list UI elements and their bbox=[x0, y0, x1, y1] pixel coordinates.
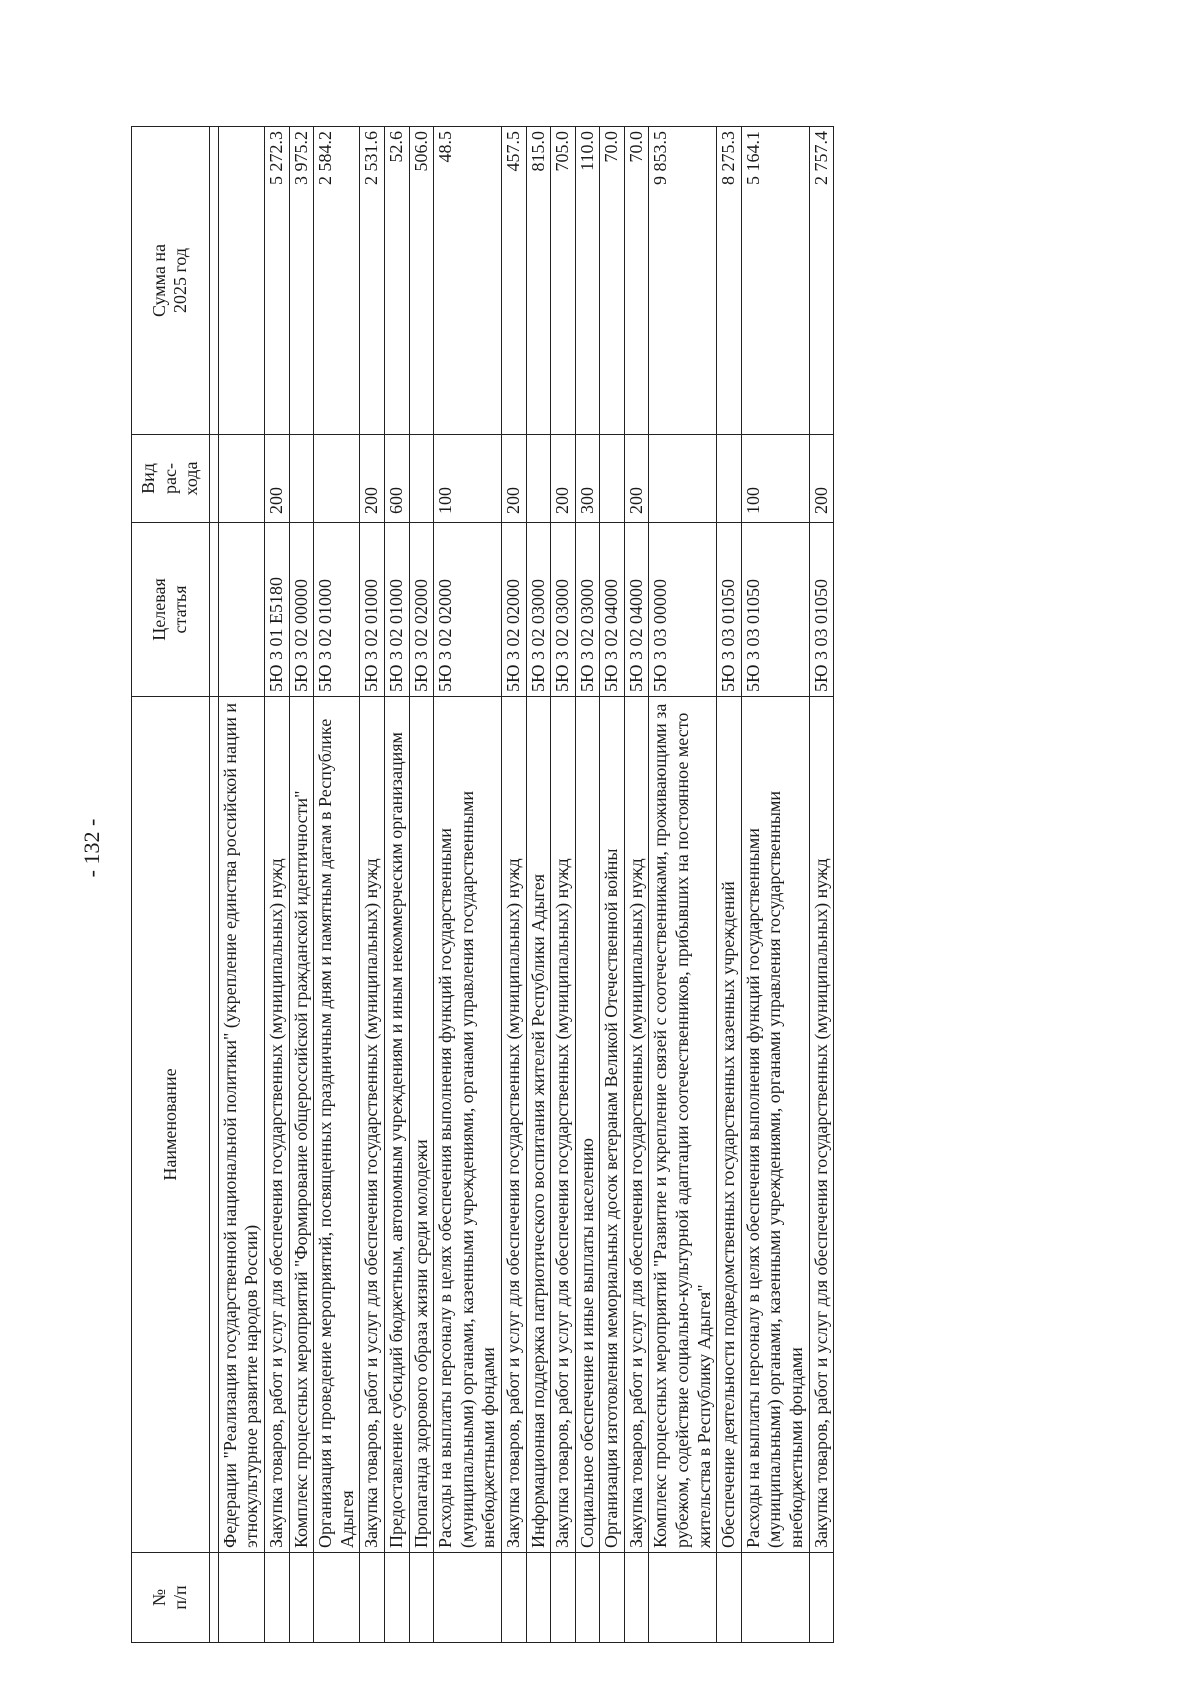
spacer-cell bbox=[209, 523, 218, 697]
cell-sum: 48.5 bbox=[434, 127, 502, 435]
cell-name: Комплекс процессных мероприятий "Формирование общероссийской гражданской идентичности" bbox=[289, 697, 314, 1553]
cell-name: Закупка товаров, работ и услуг для обеспечения государственных (муниципальных) нужд bbox=[809, 697, 834, 1553]
header-name: Наименование bbox=[132, 697, 210, 1553]
table-row bbox=[264, 127, 289, 1643]
cell-vid bbox=[314, 435, 360, 523]
table-row bbox=[600, 127, 625, 1643]
cell-sum: 506.0 bbox=[409, 127, 434, 435]
cell-sum: 2 584.2 bbox=[314, 127, 360, 435]
spacer-row bbox=[209, 127, 218, 1643]
cell-sum: 815.0 bbox=[526, 127, 551, 435]
cell-num bbox=[264, 1553, 289, 1643]
cell-name: Закупка товаров, работ и услуг для обеспечения государственных (муниципальных) нужд bbox=[624, 697, 649, 1553]
cell-vid bbox=[409, 435, 434, 523]
table-row bbox=[218, 127, 264, 1643]
table-row bbox=[551, 127, 576, 1643]
spacer-cell bbox=[209, 435, 218, 523]
cell-code: 5Ю 3 02 03000 bbox=[551, 523, 576, 697]
cell-code: 5Ю 3 01 Е5180 bbox=[264, 523, 289, 697]
cell-sum: 8 275.3 bbox=[717, 127, 742, 435]
cell-sum: 70.0 bbox=[624, 127, 649, 435]
cell-vid: 300 bbox=[575, 435, 600, 523]
cell-num bbox=[809, 1553, 834, 1643]
cell-vid: 200 bbox=[264, 435, 289, 523]
spacer-cell bbox=[209, 127, 218, 435]
cell-sum: 2 757.4 bbox=[809, 127, 834, 435]
table-row bbox=[409, 127, 434, 1643]
cell-num bbox=[624, 1553, 649, 1643]
table-row bbox=[717, 127, 742, 1643]
table-row bbox=[314, 127, 360, 1643]
cell-vid bbox=[218, 435, 264, 523]
cell-vid bbox=[289, 435, 314, 523]
cell-sum: 705.0 bbox=[551, 127, 576, 435]
cell-name: Пропаганда здорового образа жизни среди молодежи bbox=[409, 697, 434, 1553]
table-row bbox=[289, 127, 314, 1643]
table-body bbox=[218, 127, 833, 1643]
cell-code: 5Ю 3 02 04000 bbox=[624, 523, 649, 697]
cell-sum: 3 975.2 bbox=[289, 127, 314, 435]
table-row bbox=[741, 127, 809, 1643]
budget-table-container bbox=[131, 127, 1058, 1643]
cell-sum: 2 531.6 bbox=[360, 127, 385, 435]
header-vid: Вид рас- хода bbox=[132, 435, 210, 523]
cell-num bbox=[409, 1553, 434, 1643]
cell-num bbox=[360, 1553, 385, 1643]
cell-vid: 200 bbox=[360, 435, 385, 523]
cell-name: Закупка товаров, работ и услуг для обеспечения государственных (муниципальных) нужд bbox=[264, 697, 289, 1553]
table-row bbox=[501, 127, 526, 1643]
table-row bbox=[434, 127, 502, 1643]
cell-name: Предоставление субсидий бюджетным, автономным учреждениям и иным некоммерческим организациям bbox=[384, 697, 409, 1553]
header-code: Целевая статья bbox=[132, 523, 210, 697]
table-row bbox=[624, 127, 649, 1643]
cell-sum: 457.5 bbox=[501, 127, 526, 435]
cell-name: Закупка товаров, работ и услуг для обеспечения государственных (муниципальных) нужд bbox=[360, 697, 385, 1553]
cell-num bbox=[314, 1553, 360, 1643]
cell-code: 5Ю 3 02 04000 bbox=[600, 523, 625, 697]
cell-vid: 200 bbox=[809, 435, 834, 523]
cell-name: Комплекс процессных мероприятий "Развитие и укрепление связей с соотечественниками, проживающими за рубежом, содействие социально-культурной адаптации соотечественников, прибывших на постоянное место жительства в Республику Адыгея" bbox=[649, 697, 717, 1553]
cell-vid bbox=[649, 435, 717, 523]
cell-num bbox=[434, 1553, 502, 1643]
cell-num bbox=[575, 1553, 600, 1643]
cell-code: 5Ю 3 02 01000 bbox=[314, 523, 360, 697]
cell-sum: 70.0 bbox=[600, 127, 625, 435]
cell-name: Организация изготовления мемориальных досок ветеранам Великой Отечественной войны bbox=[600, 697, 625, 1553]
cell-name: Закупка товаров, работ и услуг для обеспечения государственных (муниципальных) нужд bbox=[501, 697, 526, 1553]
header-sum: Сумма на 2025 год bbox=[132, 127, 210, 435]
cell-code: 5Ю 3 02 02000 bbox=[409, 523, 434, 697]
cell-code: 5Ю 3 03 01050 bbox=[741, 523, 809, 697]
cell-code: 5Ю 3 02 01000 bbox=[360, 523, 385, 697]
cell-num bbox=[384, 1553, 409, 1643]
cell-vid: 100 bbox=[434, 435, 502, 523]
cell-code: 5Ю 3 02 00000 bbox=[289, 523, 314, 697]
header-num: № п/п bbox=[132, 1553, 210, 1643]
spacer-cell bbox=[209, 1553, 218, 1643]
cell-name: Расходы на выплаты персоналу в целях обеспечения выполнения функций государственными (муниципальными) органами, казенными учреждениями, органами управления государственными внебюджетными фондами bbox=[434, 697, 502, 1553]
cell-code: 5Ю 3 03 01050 bbox=[809, 523, 834, 697]
cell-vid: 200 bbox=[551, 435, 576, 523]
cell-vid: 200 bbox=[624, 435, 649, 523]
cell-num bbox=[649, 1553, 717, 1643]
cell-code: 5Ю 3 02 02000 bbox=[434, 523, 502, 697]
cell-num bbox=[600, 1553, 625, 1643]
budget-table bbox=[131, 126, 834, 1643]
cell-code: 5Ю 3 03 00000 bbox=[649, 523, 717, 697]
cell-vid bbox=[526, 435, 551, 523]
cell-name: Социальное обеспечение и иные выплаты населению bbox=[575, 697, 600, 1553]
cell-name: Информационная поддержка патриотического воспитания жителей Республики Адыгея bbox=[526, 697, 551, 1553]
cell-name: Федерации "Реализация государственной национальной политики" (укрепление единства российской нации и этнокультурное развитие народов России) bbox=[218, 697, 264, 1553]
cell-num bbox=[218, 1553, 264, 1643]
cell-num bbox=[289, 1553, 314, 1643]
table-row bbox=[575, 127, 600, 1643]
cell-num bbox=[526, 1553, 551, 1643]
cell-num bbox=[717, 1553, 742, 1643]
table-row bbox=[809, 127, 834, 1643]
table-row bbox=[526, 127, 551, 1643]
cell-vid: 600 bbox=[384, 435, 409, 523]
cell-num bbox=[501, 1553, 526, 1643]
cell-vid bbox=[600, 435, 625, 523]
page-number: - 132 - bbox=[79, 818, 104, 878]
cell-vid: 100 bbox=[741, 435, 809, 523]
cell-name: Закупка товаров, работ и услуг для обеспечения государственных (муниципальных) нужд bbox=[551, 697, 576, 1553]
cell-sum: 9 853.5 bbox=[649, 127, 717, 435]
spacer-cell bbox=[209, 697, 218, 1553]
cell-name: Организация и проведение мероприятий, посвященных праздничным дням и памятным датам в Республике Адыгея bbox=[314, 697, 360, 1553]
cell-code: 5Ю 3 02 01000 bbox=[384, 523, 409, 697]
cell-code bbox=[218, 523, 264, 697]
table-row bbox=[649, 127, 717, 1643]
cell-sum bbox=[218, 127, 264, 435]
cell-sum: 5 164.1 bbox=[741, 127, 809, 435]
cell-sum: 110.0 bbox=[575, 127, 600, 435]
table-row bbox=[360, 127, 385, 1643]
cell-code: 5Ю 3 02 03000 bbox=[526, 523, 551, 697]
cell-vid: 200 bbox=[501, 435, 526, 523]
cell-code: 5Ю 3 02 02000 bbox=[501, 523, 526, 697]
cell-num bbox=[551, 1553, 576, 1643]
cell-sum: 52.6 bbox=[384, 127, 409, 435]
cell-name: Обеспечение деятельности подведомственных государственных казенных учреждений bbox=[717, 697, 742, 1553]
cell-code: 5Ю 3 03 01050 bbox=[717, 523, 742, 697]
cell-code: 5Ю 3 02 03000 bbox=[575, 523, 600, 697]
cell-sum: 5 272.3 bbox=[264, 127, 289, 435]
cell-vid bbox=[717, 435, 742, 523]
header-row bbox=[132, 127, 210, 1643]
cell-name: Расходы на выплаты персоналу в целях обеспечения выполнения функций государственными (муниципальными) органами, казенными учреждениями, органами управления государственными внебюджетными фондами bbox=[741, 697, 809, 1553]
cell-num bbox=[741, 1553, 809, 1643]
table-row bbox=[384, 127, 409, 1643]
